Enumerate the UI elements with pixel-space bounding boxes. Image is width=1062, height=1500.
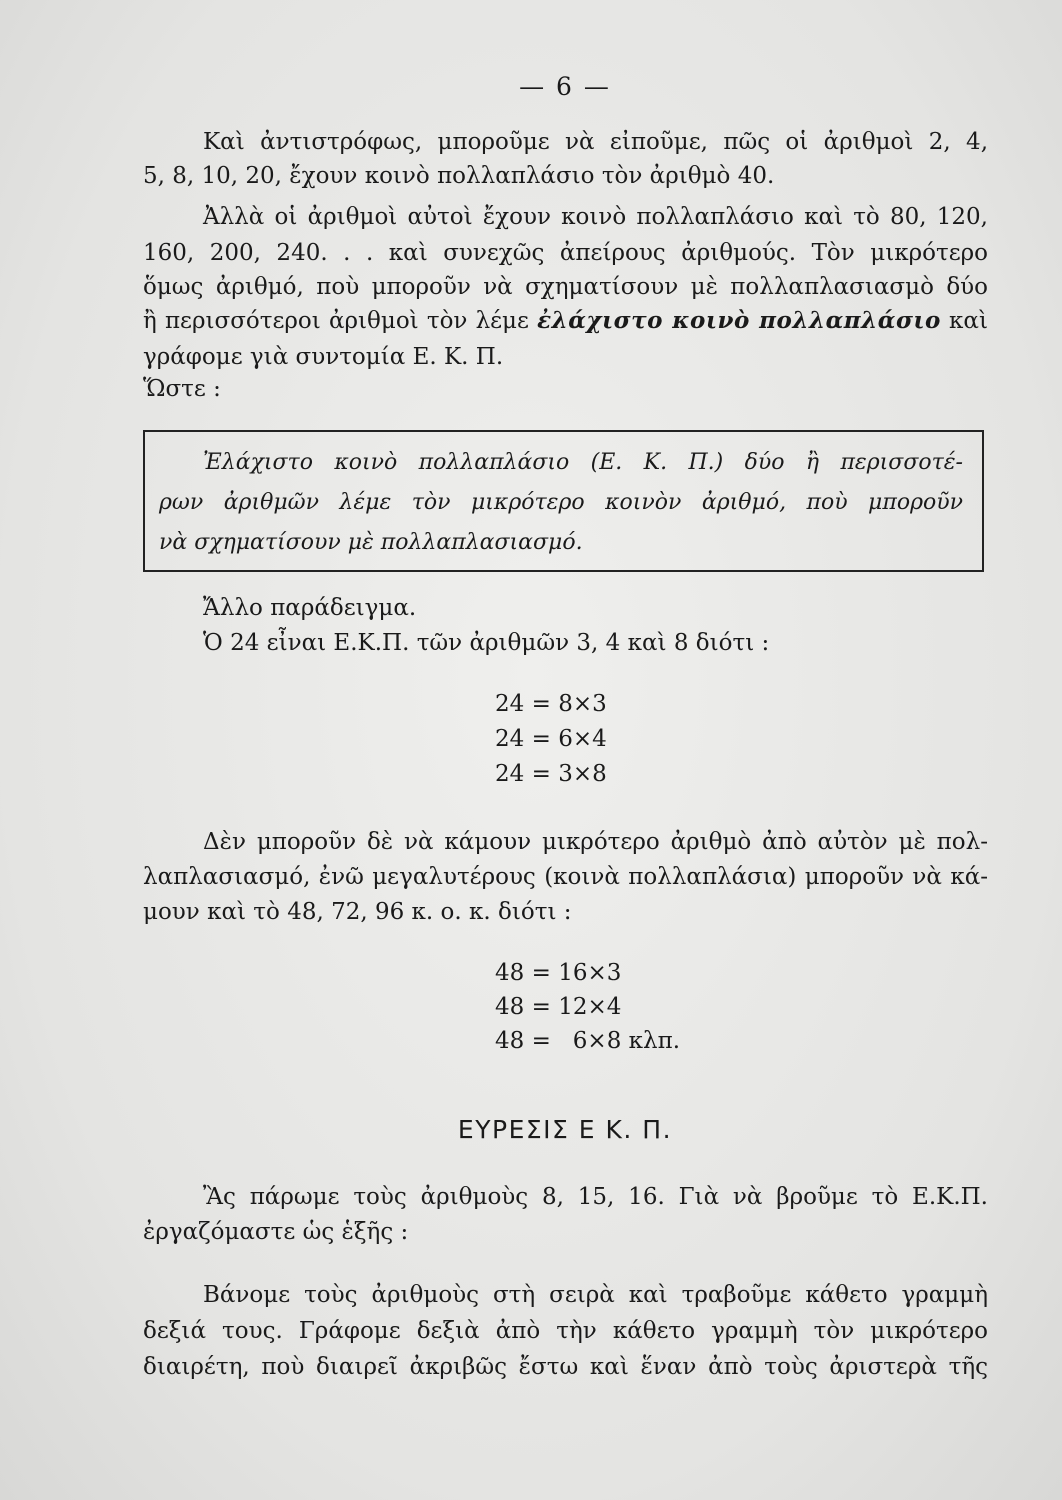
paragraph5-line2: δεξιά τους. Γράφομε δεξιὰ ἀπὸ τὴν κάθετο γραμμὴ τὸν μικρότερο bbox=[143, 1318, 988, 1344]
equation-row: 48 = 12×4 bbox=[495, 994, 622, 1020]
paragraph3-line1: Δὲν μποροῦν δὲ νὰ κάμουν μικρότερο ἀριθμὸ ἀπὸ αὐτὸν μὲ πολ- bbox=[203, 829, 988, 855]
equation-row: 48 = 16×3 bbox=[495, 960, 622, 986]
paragraph5-line3: διαιρέτη, ποὺ διαιρεῖ ἀκριβῶς ἔστω καὶ ἕναν ἀπὸ τοὺς ἀριστερὰ τῆς bbox=[143, 1354, 988, 1380]
section-heading: ΕΥΡΕΣΙΣ Ε Κ. Π. bbox=[457, 1115, 673, 1144]
line4-after: καὶ bbox=[940, 308, 988, 334]
paragraph4-line1: Ἂς πάρωμε τοὺς ἀριθμοὺς 8, 15, 16. Γιὰ νὰ βροῦμε τὸ Ε.Κ.Π. bbox=[203, 1184, 988, 1210]
paragraph5-line1: Βάνομε τοὺς ἀριθμοὺς στὴ σειρὰ καὶ τραβοῦμε κάθετο γραμμὴ bbox=[203, 1282, 988, 1308]
definition-line3: νὰ σχηματίσουν μὲ πολλαπλασιασμό. bbox=[159, 530, 583, 555]
definition-line2: ρων ἀριθμῶν λέμε τὸν μικρότερο κοινὸν ἀριθμό, ποὺ μποροῦν bbox=[159, 490, 963, 515]
line4-before: ἢ περισσότεροι ἀριθμοὶ τὸν λέμε bbox=[143, 308, 538, 334]
equation-row: 48 = 6×8 κλπ. bbox=[495, 1028, 681, 1054]
equation-rhs: 12×4 bbox=[558, 994, 622, 1020]
paragraph4-line2: ἐργαζόμαστε ὡς ἑξῆς : bbox=[143, 1219, 409, 1245]
equation-rhs: 6×8 κλπ. bbox=[572, 1028, 681, 1054]
definition-line1: Ἐλάχιστο κοινὸ πολλαπλάσιο (Ε. Κ. Π.) δύο ἢ περισσοτέ- bbox=[203, 450, 963, 475]
paragraph1-line2: 5, 8, 10, 20, ἔχουν κοινὸ πολλαπλάσιο τὸν ἀριθμὸ 40. bbox=[143, 163, 775, 189]
paragraph1-line1: Καὶ ἀντιστρόφως, μποροῦμε νὰ εἰποῦμε, πῶς οἱ ἀριθμοὶ 2, 4, bbox=[203, 129, 988, 155]
equation-row: 24 = 6×4 bbox=[495, 726, 607, 752]
equation-lhs: 48 bbox=[495, 994, 525, 1020]
equation-rhs: 16×3 bbox=[558, 960, 622, 986]
paragraph3-line3: μουν καὶ τὸ 48, 72, 96 κ. ο. κ. διότι : bbox=[143, 899, 572, 925]
paragraph3-line2: λαπλασιασμό, ἐνῶ μεγαλυτέρους (κοινὰ πολλαπλάσια) μποροῦν νὰ κά- bbox=[143, 864, 988, 890]
equation-row: 24 = 8×3 bbox=[495, 691, 607, 717]
paragraph2-line3: ὅμως ἀριθμό, ποὺ μποροῦν νὰ σχηματίσουν μὲ πολλαπλασιασμὸ δύο bbox=[143, 274, 988, 300]
equation-lhs: 24 bbox=[495, 726, 525, 752]
paragraph2-line4 bbox=[143, 304, 988, 338]
page-number: — 6 — bbox=[519, 72, 611, 101]
definition-box bbox=[143, 430, 984, 572]
equation-lhs: 24 bbox=[495, 691, 525, 717]
equation-rhs: 8×3 bbox=[558, 691, 607, 717]
paragraph2-line1: Ἀλλὰ οἱ ἀριθμοὶ αὐτοὶ ἔχουν κοινὸ πολλαπλάσιο καὶ τὸ 80, 120, bbox=[203, 204, 988, 230]
equation-lhs: 24 bbox=[495, 761, 525, 787]
equation-lhs: 48 bbox=[495, 960, 525, 986]
equation-row: 24 = 3×8 bbox=[495, 761, 607, 787]
equation-lhs: 48 bbox=[495, 1028, 525, 1054]
term-lcm-bold: ἐλάχιστο κοινὸ πολλαπλάσιο bbox=[537, 307, 941, 334]
paragraph2-line2: 160, 200, 240. . . καὶ συνεχῶς ἀπείρους ἀριθμούς. Τὸν μικρότερο bbox=[143, 240, 988, 266]
another-example: Ἄλλο παράδειγμα. bbox=[203, 595, 417, 621]
paragraph2-line5: γράφομε γιὰ συντομία Ε. Κ. Π. bbox=[143, 344, 504, 370]
equation-rhs: 6×4 bbox=[558, 726, 607, 752]
so-that-label: Ὥστε : bbox=[143, 376, 221, 402]
example-intro: Ὁ 24 εἶναι Ε.Κ.Π. τῶν ἀριθμῶν 3, 4 καὶ 8 διότι : bbox=[203, 630, 770, 656]
equation-rhs: 3×8 bbox=[558, 761, 607, 787]
